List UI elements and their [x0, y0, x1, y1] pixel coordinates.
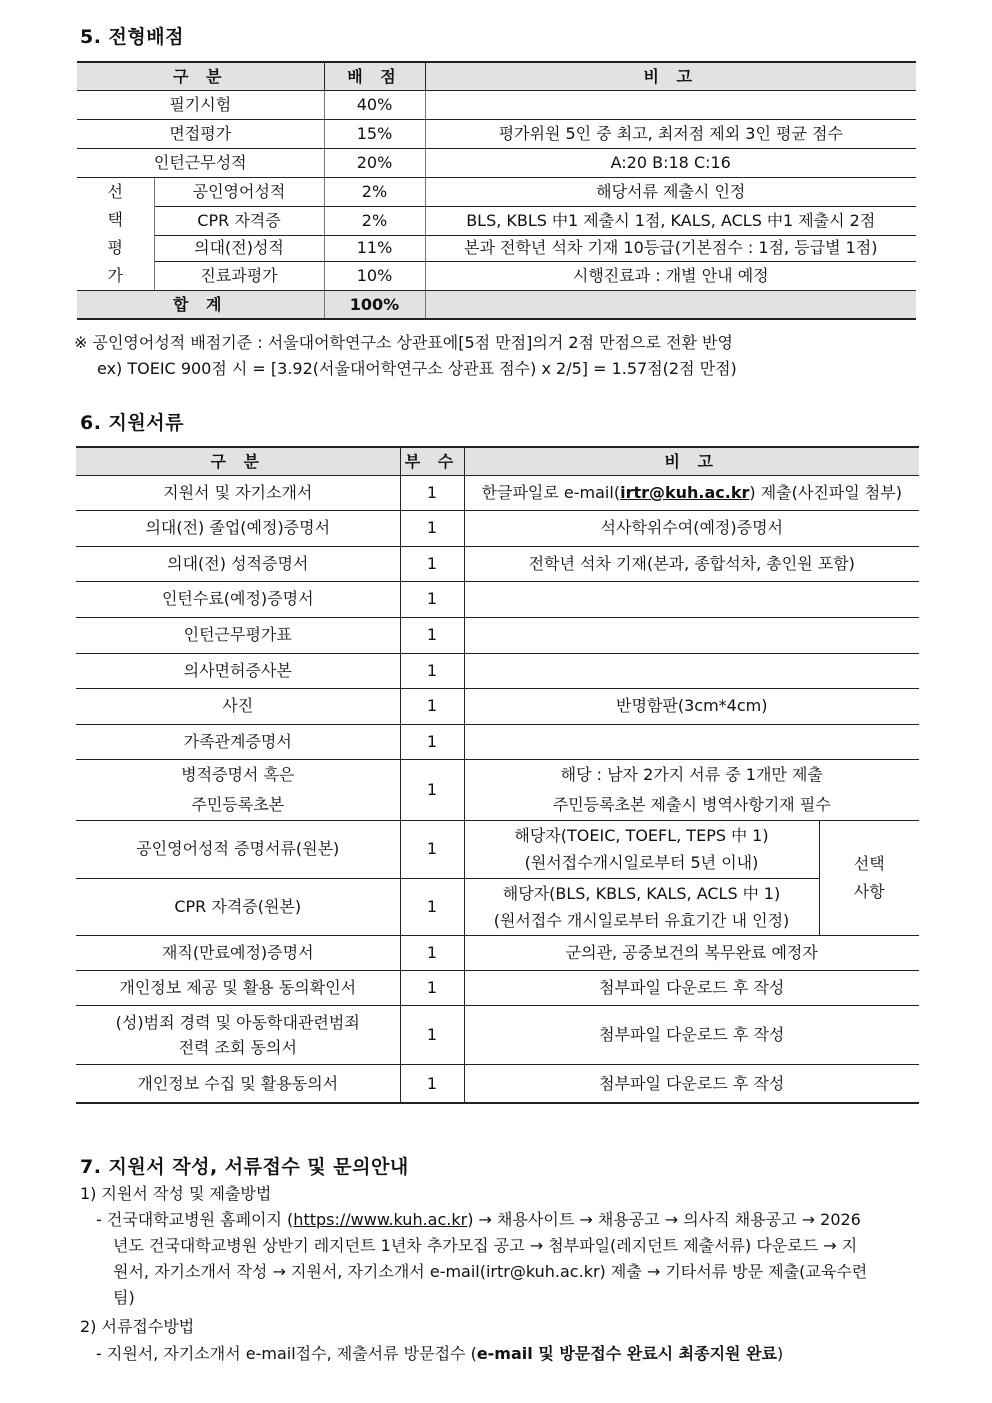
score-note-1: ※ 공인영어성적 배점기준 : 서울대어학연구소 상관표에[5점 만점]의거 2점 만점으로 전환 반영 [74, 333, 733, 352]
table-row: 의사면허증사본 1 [76, 653, 919, 688]
table-row: 지원서 및 자기소개서 1 한글파일로 e-mail(irtr@kuh.ac.kr) 제출(사진파일 첨부) [76, 475, 919, 510]
table-row: 인턴근무성적 20% A:20 B:18 C:16 [77, 148, 916, 177]
table-row: 병적증명서 혹은 주민등록초본 1 해당 : 남자 2가지 서류 중 1개만 제출 주민등록초본 제출시 병역사항기재 필수 [76, 759, 919, 820]
total-row: 합 계 100% [77, 290, 916, 319]
table-row: 진료과평가 10% 시행진료과 : 개별 안내 예정 [77, 261, 916, 290]
table-row: 의대(전) 졸업(예정)증명서 1 석사학위수여(예정)증명서 [76, 510, 919, 546]
header-document: 구 분 [76, 447, 400, 475]
documents-table [76, 446, 919, 1104]
table-row: 인턴수료(예정)증명서 1 [76, 581, 919, 617]
score-table [77, 61, 916, 320]
table-row: 의대(전)성적 11% 본과 전학년 석차 기재 10등급(기본점수 : 1점, 등급별 1점) [77, 235, 916, 261]
table-row: (성)범죄 경력 및 아동학대관련범죄 전력 조회 동의서 1 첨부파일 다운로드 후 작성 [76, 1005, 919, 1064]
table-row: 개인정보 수집 및 활용동의서 1 첨부파일 다운로드 후 작성 [76, 1064, 919, 1103]
table-row: 재직(만료예정)증명서 1 군의관, 공중보건의 복무완료 예정자 [76, 935, 919, 970]
sub-heading-2: 2) 서류접수방법 [80, 1317, 195, 1336]
header-category: 구 분 [77, 62, 324, 90]
receipt-method: - 지원서, 자기소개서 e-mail접수, 제출서류 방문접수 (e-mail 및 방문접수 완료시 최종지원 완료) [96, 1344, 784, 1363]
header-note: 비 고 [425, 62, 916, 90]
submission-method: - 건국대학교병원 홈페이지 (https://www.kuh.ac.kr) → 채용사이트 → 채용공고 → 의사직 채용공고 → 2026 년도 건국대학교병원 상반기 레지던트 1년차 추가모집 공고 → 첨부파일(레지던트 제출서류) 다운로드 → 지 원서, 자기소개서 작성 → 지원서, 자기소개서 e-mail(irtr@kuh.ac.kr) 제출 → 기타서류 방문 제출(교육수련 팀) [96, 1210, 868, 1307]
score-note-2: ex) TOEIC 900점 시 = [3.92(서울대어학연구소 상관표 점수) x 2/5] = 1.57점(2점 만점) [97, 359, 737, 378]
homepage-link[interactable]: https://www.kuh.ac.kr [293, 1210, 468, 1229]
table-row: CPR 자격증 2% BLS, KBLS 中1 제출시 1점, KALS, ACLS 中1 제출시 2점 [77, 206, 916, 235]
header-count: 부 수 [400, 447, 464, 475]
header-note: 비 고 [464, 447, 919, 475]
table-row: 면접평가 15% 평가위원 5인 중 최고, 최저점 제외 3인 평균 점수 [77, 119, 916, 148]
table-row: 의대(전) 성적증명서 1 전학년 석차 기재(본과, 종합석차, 총인원 포함) [76, 546, 919, 581]
table-row: 사진 1 반명함판(3cm*4cm) [76, 688, 919, 724]
sub-heading-1: 1) 지원서 작성 및 제출방법 [80, 1184, 272, 1203]
optional-items-label: 선택 사항 [819, 820, 919, 935]
table-row: 개인정보 제공 및 활용 동의확인서 1 첨부파일 다운로드 후 작성 [76, 970, 919, 1005]
section6-title: 6. 지원서류 [80, 412, 184, 434]
optional-group-label: 선 택 평 가 [77, 177, 154, 290]
table-row: 선 택 평 가 공인영어성적 2% 해당서류 제출시 인정 [77, 177, 916, 206]
email-link[interactable]: irtr@kuh.ac.kr [620, 482, 750, 502]
table-row: 인턴근무평가표 1 [76, 617, 919, 653]
header-score: 배 점 [324, 62, 425, 90]
table-row: CPR 자격증(원본) 1 해당자(BLS, KBLS, KALS, ACLS 中 1) (원서접수 개시일로부터 유효기간 내 인정) [76, 878, 919, 935]
section5-title: 5. 전형배점 [80, 26, 184, 48]
table-row: 필기시험 40% [77, 90, 916, 119]
table-row: 공인영어성적 증명서류(원본) 1 해당자(TOEIC, TOEFL, TEPS 中 1) (원서접수개시일로부터 5년 이내) 선택 사항 [76, 820, 919, 878]
section7-title: 7. 지원서 작성, 서류접수 및 문의안내 [80, 1156, 409, 1178]
table-row: 가족관계증명서 1 [76, 724, 919, 759]
